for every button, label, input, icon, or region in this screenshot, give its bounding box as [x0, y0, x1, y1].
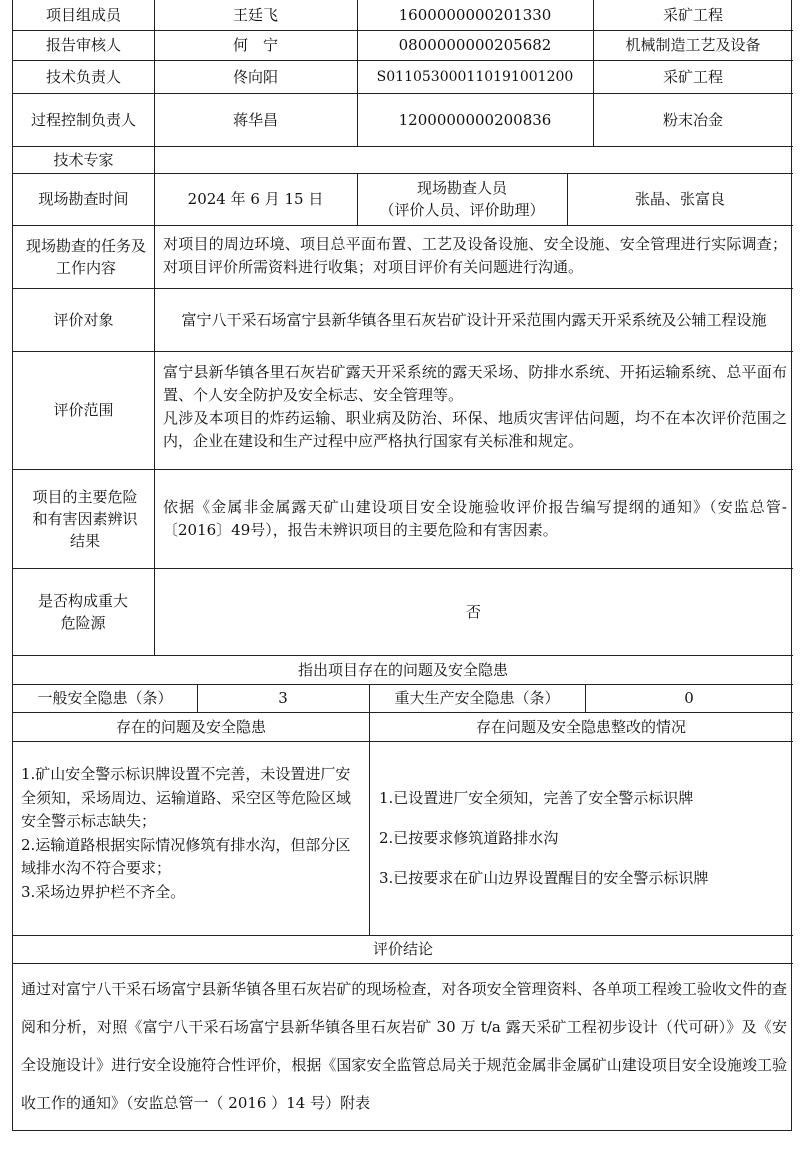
- survey-people-label: 现场勘查人员: [416, 179, 507, 197]
- process-lead-major: 粉末冶金: [662, 110, 723, 129]
- expert-label: 技术专家: [53, 150, 114, 169]
- scope-text: [163, 361, 787, 453]
- tech-lead-label: 技术负责人: [45, 67, 121, 86]
- object-label: 评价对象: [53, 310, 114, 329]
- major-hazard-count-label: 重大生产安全隐患（条）: [394, 689, 560, 707]
- scope-label: 评价范围: [53, 401, 114, 419]
- conclusion-text: 通过对富宁八干采石场富宁县新华镇各里石灰岩矿的现场检查，对各项安全管理资料、各单项工程竣工验收文件的查阅和分析，对照《富宁八干采石场富宁县新华镇各里石灰岩矿 30 万 t/a 露天采矿工程初步设计（代可研）》及《安全设施设计》进行安全设施符合性评价，根据《国家安全监管总局关于规范金属非金属矿山建设项目安全设施竣工验收工作的通知》（安监总管一（ 2016 ）14 号）附表: [21, 980, 787, 1112]
- process-lead-name: 蒋华昌: [232, 110, 278, 129]
- hazard-label: 项目的主要危险和有害因素辨识结果: [32, 487, 138, 550]
- rectification-item-2: 2.已按要求修筑道路排水沟: [379, 829, 559, 847]
- survey-people-sublabel: （评价人员、评价助理）: [379, 201, 545, 219]
- process-lead-id: 1200000000200836: [398, 110, 552, 129]
- major-hazard-label: 是否构成重大危险源: [38, 591, 129, 632]
- conclusion-title: 评价结论: [372, 940, 433, 958]
- member-name: 王廷飞: [232, 6, 278, 24]
- object-text: 富宁八干采石场富宁县新华镇各里石灰岩矿设计开采范围内露天开采系统及公辅工程设施: [181, 310, 767, 329]
- survey-people: 张晶、张富良: [634, 190, 725, 208]
- survey-time-label: 现场勘查时间: [38, 190, 129, 208]
- survey-time: 2024 年 6 月 15 日: [187, 190, 324, 208]
- reviewer-label: 报告审核人: [45, 36, 121, 54]
- rectification-list: [379, 778, 787, 898]
- member-major: 采矿工程: [662, 6, 723, 24]
- issue-item-2: 2.运输道路根据实际情况修筑有排水沟，但部分区域排水沟不符合要求；: [21, 835, 351, 877]
- rectification-item-1: 1.已设置进厂安全须知，完善了安全警示标识牌: [379, 789, 694, 807]
- major-hazard-count: 0: [684, 689, 694, 707]
- member-label: 项目组成员: [45, 6, 121, 24]
- general-hazard-label: 一般安全隐患（条）: [37, 689, 173, 707]
- tech-lead-id: S011053000110191001200: [376, 68, 574, 85]
- hazard-text: 依据《金属非金属露天矿山建设项目安全设施验收评价报告编写提纲的通知》（安监总管-〔2016〕49号），报告未辨识项目的主要危险和有害因素。: [163, 498, 787, 539]
- member-id: 1600000000201330: [398, 6, 552, 24]
- issue-item-1: 1.矿山安全警示标识牌设置不完善，未设置进厂安全须知，采场周边、运输道路、采空区等危险区域安全警示标志缺失；: [21, 765, 352, 830]
- general-hazard-count: 3: [278, 689, 288, 707]
- issues-list: [21, 763, 363, 904]
- major-hazard-value: 否: [465, 602, 481, 621]
- scope-paragraph-2: 凡涉及本项目的炸药运输、职业病及防治、环保、地质灾害评估问题，均不在本次评价范围之内，企业在建设和生产过程中应严格执行国家有关标准和规定。: [163, 409, 787, 450]
- scope-paragraph-1: 富宁县新华镇各里石灰岩矿露天开采系统的露天采场、防排水系统、开拓运输系统、总平面布置、个人安全防护及安全标志、安全管理等。: [163, 363, 787, 404]
- task-label: 现场勘查的任务及工作内容: [25, 236, 146, 277]
- expert-value: [154, 146, 793, 173]
- tech-lead-name: 佟向阳: [232, 67, 278, 86]
- evaluation-form-table: [12, 0, 792, 1131]
- task-text: 对项目的周边环境、项目总平面布置、工艺及设备设施、安全设施、安全管理进行实际调查；对项目评价所需资料进行收集；对项目评价有关问题进行沟通。: [163, 235, 787, 276]
- reviewer-id: 0800000000205682: [398, 36, 552, 54]
- reviewer-name: 何 宁: [232, 36, 278, 54]
- issues-title: 指出项目存在的问题及安全隐患: [297, 660, 508, 679]
- issues-left-header: 存在的问题及安全隐患: [115, 717, 266, 736]
- tech-lead-major: 采矿工程: [662, 67, 723, 86]
- issue-item-3: 3.采场边界护栏不齐全。: [21, 882, 186, 901]
- reviewer-major: 机械制造工艺及设备: [625, 36, 761, 54]
- process-lead-label: 过程控制负责人: [30, 110, 136, 129]
- issues-right-header: 存在问题及安全隐患整改的情况: [475, 717, 686, 736]
- rectification-item-3: 3.已按要求在矿山边界设置醒目的安全警示标识牌: [379, 869, 709, 887]
- survey-people-label-cell: [357, 173, 567, 225]
